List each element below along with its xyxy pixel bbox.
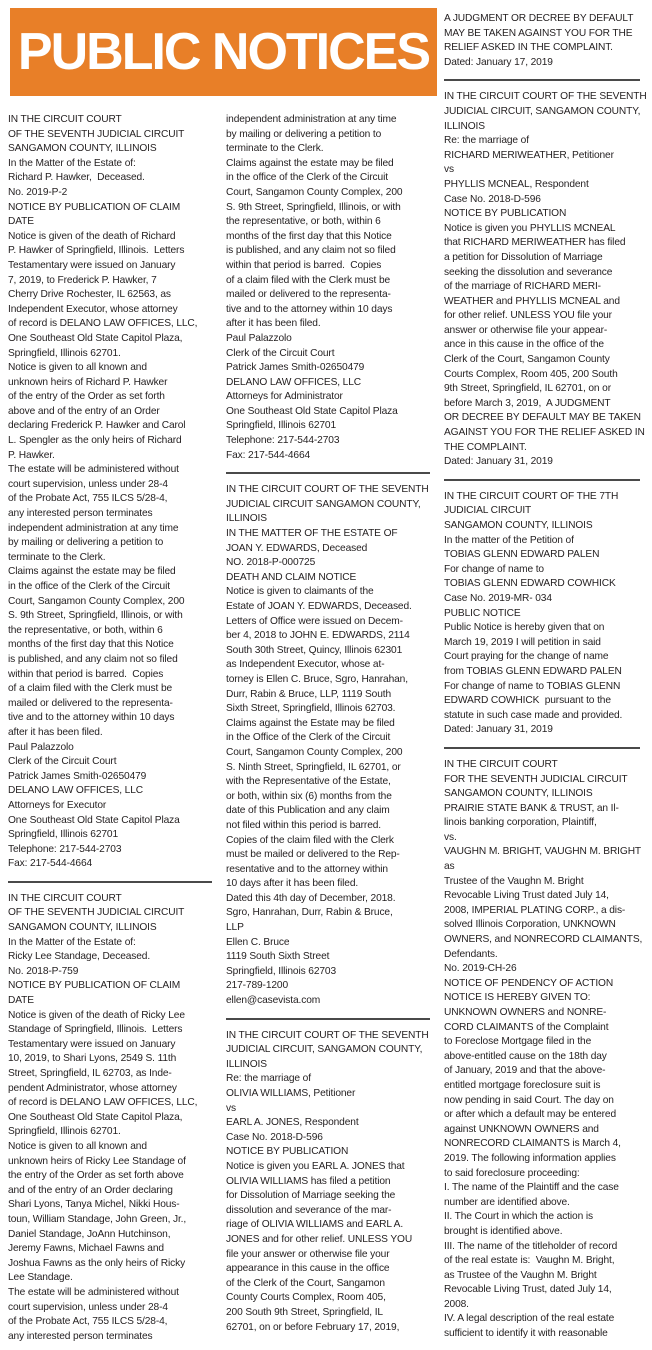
notice-line: THE COMPLAINT. — [444, 441, 527, 453]
notice-line: dissolution and severance of the mar- — [226, 1204, 392, 1216]
column-3 — [444, 12, 648, 1342]
notice-line: Notice is given to all known and — [8, 362, 147, 374]
notice-line: No. 2019-P-2 — [8, 186, 68, 198]
notice-line: months of the first day that this Notice — [226, 230, 392, 242]
notice-line: of a claim filed with the Clerk must be — [226, 274, 391, 286]
notice-line: resentative and to the attorney within — [226, 863, 388, 875]
notice-line: Street, Springfield, IL 62703, as Inde- — [8, 1068, 172, 1079]
notice-line: of record is DELANO LAW OFFICES, LLC, — [8, 1097, 198, 1109]
notice-line: is published, and any claim not so filed — [8, 653, 178, 665]
notice-line: IN THE CIRCUIT COURT — [444, 758, 558, 770]
notice-line: Springfield, Illinois 62703 — [226, 965, 337, 977]
notice-line: any interested person terminates — [8, 1330, 153, 1342]
notice-line: Fax: 217-544-4664 — [226, 449, 311, 461]
notice-line: before March 3, 2019, A JUDGMENT — [444, 397, 611, 409]
notice-line: Case No. 2019-MR- 034 — [444, 592, 552, 604]
notice-line: In the matter of the Petition of — [444, 534, 574, 546]
notice-line: Telephone: 217-544-2703 — [226, 435, 340, 447]
notice-block — [444, 90, 648, 469]
notice-line: from TOBIAS GLENN EDWARD PALEN — [444, 665, 622, 677]
notice-line: Standage of Springfield, Illinois. Letters — [8, 1024, 183, 1036]
notice-line: Courts Complex, Room 405, 200 South — [444, 368, 618, 380]
notice-line: One Southeast Old State Capitol Plaza — [226, 405, 398, 417]
notice-line: of the entry of the Order as set forth — [8, 391, 165, 403]
notice-line: Patrick James Smith-02650479 — [8, 770, 147, 782]
notice-line: independent administration at any time — [226, 114, 397, 125]
notice-line: to Foreclose Mortgage filed in the — [444, 1036, 592, 1048]
notice-line: OR DECREE BY DEFAULT MAY BE TAKEN — [444, 412, 641, 424]
notice-line: RELIEF ASKED IN THE COMPLAINT. — [444, 42, 613, 54]
notice-line: pendent Administrator, whose attorney — [8, 1082, 177, 1094]
notice-block — [8, 892, 220, 1344]
notice-line: NOTICE BY PUBLICATION — [226, 1146, 349, 1158]
notice-line: FOR THE SEVENTH JUDICIAL CIRCUIT — [444, 773, 628, 785]
notice-line: JUDICIAL CIRCUIT — [444, 505, 532, 517]
notice-divider — [226, 472, 430, 474]
notice-line: Paul Palazzolo — [226, 332, 292, 344]
notice-line: in the Office of the Clerk of the Circuit — [226, 732, 391, 744]
notice-line: 7, 2019, to Frederick P. Hawker, 7 — [8, 274, 157, 286]
notice-line: tive and to the attorney within 10 days — [8, 712, 175, 724]
notice-line: JUDICIAL CIRCUIT, SANGAMON COUNTY, — [444, 105, 641, 117]
notice-line: and of the entry of an Order declaring — [8, 1184, 173, 1196]
notice-line: In the Matter of the Estate of: — [8, 157, 136, 169]
notice-line: P. Hawker of Springfield, Illinois. Letters — [8, 245, 185, 257]
notice-line: EARL A. JONES, Respondent — [226, 1117, 359, 1129]
notice-line: vs — [226, 1102, 236, 1114]
notice-line: of the real estate is: Vaughn M. Bright, — [444, 1255, 615, 1267]
notice-line: Joshua Fawns as the only heirs of Ricky — [8, 1257, 186, 1269]
notice-line: or after which a default may be entered — [444, 1109, 617, 1121]
notice-line: SANGAMON COUNTY, ILLINOIS — [444, 788, 593, 800]
notice-line: ILLINOIS — [226, 1058, 267, 1070]
notice-line: Fax: 217-544-4664 — [8, 858, 93, 870]
notice-line: now pending in said Court. The day on — [444, 1094, 614, 1106]
notice-line: declaring Frederick P. Hawker and Carol — [8, 420, 186, 432]
notice-line: file your answer or otherwise file your — [226, 1248, 390, 1260]
notice-line: solved Illinois Corporation, UNKNOWN — [444, 919, 616, 931]
notice-line: Springfield, Illinois 62701. — [8, 347, 121, 359]
notice-line: Attorneys for Executor — [8, 799, 107, 811]
notice-line: OLIVIA WILLIAMS has filed a petition — [226, 1175, 391, 1187]
notice-line: NONRECORD CLAIMANTS is March 4, — [444, 1138, 621, 1150]
notice-line: NOTICE BY PUBLICATION — [444, 208, 567, 220]
notice-line: NOTICE OF PENDENCY OF ACTION — [444, 977, 614, 989]
notice-line: within that period is barred. Copies — [8, 668, 164, 680]
notice-line: by mailing or delivering a petition to — [226, 128, 382, 140]
notice-line: number are identified above. — [444, 1196, 570, 1208]
notice-line: Ricky Lee Standage, Deceased. — [8, 951, 151, 963]
notice-line: IN THE MATTER OF THE ESTATE OF — [226, 528, 398, 540]
notice-divider — [226, 1018, 430, 1020]
notice-block — [226, 483, 438, 1008]
notice-line: torney is Ellen C. Bruce, Sgro, Hanrahan, — [226, 673, 408, 685]
notice-line: Claims against the estate may be filed — [226, 157, 394, 169]
notice-line: L. Spengler as the only heirs of Richard — [8, 435, 182, 447]
notice-line: NOTICE BY PUBLICATION OF CLAIM — [8, 980, 181, 992]
notice-line: Attorneys for Administrator — [226, 391, 343, 403]
notice-line: of January, 2019 and that the above- — [444, 1065, 606, 1077]
notice-line: UNKNOWN OWNERS and NONRE- — [444, 1007, 607, 1018]
notice-line: The estate will be administered without — [8, 1286, 179, 1298]
notice-line: II. The Court in which the action is — [444, 1211, 593, 1223]
notice-line: RICHARD MERIWEATHER, Petitioner — [444, 149, 614, 161]
notice-line: with the Representative of the Estate, — [226, 776, 391, 788]
notice-divider — [8, 881, 212, 883]
notice-line: S. Ninth Street, Springfield, IL 62701, or — [226, 761, 401, 773]
notice-line: EDWARD COWHICK pursuant to the — [444, 695, 611, 707]
notice-line: appearance in this cause in the office — [226, 1263, 390, 1275]
notice-line: Case No. 2018-D-596 — [226, 1131, 323, 1143]
notice-line: MAY BE TAKEN AGAINST YOU FOR THE — [444, 27, 633, 39]
notice-line: Paul Palazzolo — [8, 741, 74, 753]
notice-line: Dated this 4th day of December, 2018. — [226, 892, 396, 904]
notice-line: of the Probate Act, 755 ILCS 5/28-4, — [8, 1316, 168, 1328]
notice-line: Patrick James Smith-02650479 — [226, 362, 365, 374]
notice-line: Daniel Standage, JoAnn Hutchinson, — [8, 1228, 171, 1240]
notice-line: ber 4, 2018 to JOHN E. EDWARDS, 2114 — [226, 630, 410, 642]
notice-line: SANGAMON COUNTY, ILLINOIS — [8, 143, 157, 155]
notice-line: to said foreclosure proceeding: — [444, 1167, 580, 1179]
notice-line: One Southeast Old State Capitol Plaza, — [8, 1111, 183, 1123]
notice-line: for Dissolution of Marriage seeking the — [226, 1190, 396, 1202]
column-2 — [226, 113, 438, 1335]
notice-line: IN THE CIRCUIT COURT OF THE SEVENTH — [226, 484, 429, 496]
notice-line: OF THE SEVENTH JUDICIAL CIRCUIT — [8, 907, 185, 919]
notice-line: Public Notice is hereby given that on — [444, 622, 605, 634]
notice-line: South 30th Street, Quincy, Illinois 62301 — [226, 644, 403, 656]
notice-line: DELANO LAW OFFICES, LLC — [226, 376, 361, 388]
notice-line: Independent Executor, whose attorney — [8, 303, 178, 315]
notice-line: a petition for Dissolution of Marriage — [444, 251, 603, 263]
notice-block — [444, 490, 648, 738]
notice-line: vs — [444, 164, 454, 176]
notice-line: Case No. 2018-D-596 — [444, 193, 541, 205]
notice-line: 2019. The following information applies — [444, 1152, 616, 1164]
notice-line: One Southeast Old State Capitol Plaza, — [8, 332, 183, 344]
notice-line: IN THE CIRCUIT COURT — [8, 114, 122, 125]
notice-line: For change of name to TOBIAS GLENN — [444, 680, 621, 692]
notice-line: vs. — [444, 831, 457, 843]
notice-line: brought is identified above. — [444, 1225, 563, 1237]
page-title: PUBLIC NOTICES — [17, 23, 430, 81]
notice-line: within that period is barred. Copies — [226, 259, 382, 271]
notice-line: NOTICE IS HEREBY GIVEN TO: — [444, 992, 591, 1004]
notice-line: Ellen C. Bruce — [226, 936, 290, 948]
notice-line: Springfield, Illinois 62701 — [8, 829, 119, 841]
notice-line: terminate to the Clerk. — [226, 143, 324, 155]
notice-line: Sixth Street, Springfield, Illinois 62703. — [226, 703, 396, 715]
notice-line: court supervision, unless under 28-4 — [8, 478, 168, 490]
notice-line: SANGAMON COUNTY, ILLINOIS — [444, 520, 593, 531]
notice-line: IN THE CIRCUIT COURT — [8, 892, 122, 904]
notice-line: 62701, on or before February 17, 2019, — [226, 1321, 400, 1333]
notice-line: P. Hawker. — [8, 449, 55, 461]
notice-line: as Independent Executor, whose at- — [226, 659, 385, 671]
notice-line: Copies of the claim filed with the Clerk — [226, 834, 394, 846]
notice-line: unknown heirs of Richard P. Hawker — [8, 376, 168, 388]
notice-line: of a claim filed with the Clerk must be — [8, 683, 173, 695]
notice-line: toun, William Standage, John Green, Jr., — [8, 1213, 187, 1225]
notice-line: VAUGHN M. BRIGHT, VAUGHN M. BRIGHT — [444, 846, 642, 858]
notice-line: 200 South 9th Street, Springfield, IL — [226, 1306, 383, 1318]
notice-line: Court, Sangamon County Complex, 200 — [8, 595, 185, 607]
notice-line: Jeremy Fawns, Michael Fawns and — [8, 1243, 164, 1255]
notice-line: Dated: January 31, 2019 — [444, 724, 553, 736]
notice-line: In the Matter of the Estate of: — [8, 936, 136, 948]
notice-line: DELANO LAW OFFICES, LLC — [8, 785, 143, 797]
notice-line: Notice is given of the death of Richard — [8, 230, 176, 242]
notice-line: must be mailed or delivered to the Rep- — [226, 849, 400, 861]
notice-line: WEATHER and PHYLLIS MCNEAL and — [444, 295, 620, 307]
notice-block — [226, 1029, 438, 1335]
notice-line: not filed within this period is barred. — [226, 819, 382, 831]
notice-line: of the marriage of RICHARD MERI- — [444, 281, 601, 293]
notice-line: One Southeast Old State Capitol Plaza — [8, 814, 180, 826]
public-notices-banner — [10, 8, 437, 96]
notice-line: after it has been filed. — [226, 318, 321, 330]
notice-line: independent administration at any time — [8, 522, 179, 534]
notice-line: For change of name to — [444, 563, 544, 575]
notice-line: 2008. — [444, 1298, 469, 1310]
notice-line: IN THE CIRCUIT COURT OF THE SEVENTH — [226, 1029, 429, 1041]
notice-line: DATE — [8, 216, 34, 228]
notice-line: LLP — [226, 922, 244, 934]
notice-block — [8, 113, 220, 872]
notice-line: tive and to the attorney within 10 days — [226, 303, 393, 315]
notice-line: terminate to the Clerk. — [8, 551, 106, 563]
notice-line: of the Probate Act, 755 ILCS 5/28-4, — [8, 493, 168, 505]
notice-line: ellen@casevista.com — [226, 995, 321, 1007]
notice-line: months of the first day that this Notice — [8, 639, 174, 651]
notice-line: PRAIRIE STATE BANK & TRUST, an Il- — [444, 802, 619, 814]
notice-line: NO. 2018-P-000725 — [226, 557, 316, 569]
notice-line: riage of OLIVIA WILLIAMS and EARL A. — [226, 1219, 404, 1231]
notice-line: ance in this cause in the office of the — [444, 339, 604, 351]
notice-line: S. 9th Street, Springfield, Illinois, or with — [226, 201, 401, 213]
notice-line: above-entitled cause on the 18th day — [444, 1050, 607, 1062]
notice-line: in the office of the Clerk of the Circuit — [8, 581, 170, 592]
notice-line: Estate of JOAN Y. EDWARDS, Deceased. — [226, 601, 412, 612]
notice-line: S. 9th Street, Springfield, Illinois, or with — [8, 610, 183, 622]
notice-line: March 19, 2019 I will petition in said — [444, 636, 601, 648]
notice-line: statute in such case made and provided. — [444, 709, 623, 721]
notice-line: Notice is given you PHYLLIS MCNEAL — [444, 222, 616, 234]
notice-line: Claims against the estate may be filed — [8, 566, 176, 578]
notice-line: Clerk of the Court, Sangamon County — [444, 354, 610, 366]
notice-line: Notice is given of the death of Ricky Lee — [8, 1009, 185, 1021]
notice-line: IN THE CIRCUIT COURT OF THE 7TH — [444, 490, 619, 502]
notice-line: JOAN Y. EDWARDS, Deceased — [226, 542, 368, 554]
notice-line: Re: the marriage of — [226, 1073, 311, 1085]
notice-line: Telephone: 217-544-2703 — [8, 843, 122, 855]
notice-line: Court, Sangamon County Complex, 200 — [226, 746, 403, 758]
notice-line: the entry of the Order as set forth above — [8, 1170, 184, 1182]
notice-line: No. 2018-P-759 — [8, 965, 79, 977]
notice-line: of record is DELANO LAW OFFICES, LLC, — [8, 318, 198, 330]
notice-line: for other relief. UNLESS YOU file your — [444, 310, 612, 322]
notice-line: Cherry Drive Rochester, IL 62563, as — [8, 289, 171, 301]
notice-line: unknown heirs of Ricky Lee Standage of — [8, 1155, 186, 1167]
notice-line: I. The name of the Plaintiff and the case — [444, 1182, 619, 1194]
notice-line: Notice is given you EARL A. JONES that — [226, 1160, 405, 1172]
notice-line: CORD CLAIMANTS of the Complaint — [444, 1021, 609, 1033]
notice-line: Springfield, Illinois 62701. — [8, 1126, 121, 1138]
notice-line: County Courts Complex, Room 405, — [226, 1292, 386, 1304]
notice-line: JUDICIAL CIRCUIT SANGAMON COUNTY, — [226, 498, 421, 510]
notice-line: as Trustee of the Vaughn M. Bright — [444, 1269, 597, 1281]
notice-line: Revocable Living Trust, dated July 14, — [444, 1284, 612, 1296]
notice-block — [444, 12, 648, 70]
notice-line: Testamentary were issued on January — [8, 259, 176, 271]
notice-line: OF THE SEVENTH JUDICIAL CIRCUIT — [8, 128, 185, 140]
notice-line: Richard P. Hawker, Deceased. — [8, 172, 145, 184]
notice-line: TOBIAS GLENN EDWARD COWHICK — [444, 578, 616, 590]
notice-line: answer or otherwise file your appear- — [444, 324, 608, 336]
notice-line: JUDICIAL CIRCUIT, SANGAMON COUNTY, — [226, 1044, 423, 1056]
notice-line: A JUDGMENT OR DECREE BY DEFAULT — [444, 13, 634, 24]
notice-line: 2008, IMPERIAL PLATING CORP., a dis- — [444, 904, 626, 916]
notice-line: Testamentary were issued on January — [8, 1038, 176, 1050]
notice-line: SANGAMON COUNTY, ILLINOIS — [8, 922, 157, 934]
notice-line: entitled mortgage foreclosure suit is — [444, 1079, 601, 1091]
notice-block — [226, 113, 438, 463]
notice-line: Lee Standage. — [8, 1272, 73, 1284]
notice-line: IN THE CIRCUIT COURT OF THE SEVENTH — [444, 91, 647, 103]
notice-line: PUBLIC NOTICE — [444, 607, 521, 619]
notice-line: Dated: January 17, 2019 — [444, 56, 553, 68]
notice-line: DEATH AND CLAIM NOTICE — [226, 571, 357, 583]
notice-line: 10 days after it has been filed. — [226, 878, 359, 890]
notice-line: Court praying for the change of name — [444, 651, 609, 663]
notice-line: any interested person terminates — [8, 508, 153, 520]
notice-line: OLIVIA WILLIAMS, Petitioner — [226, 1088, 356, 1099]
notice-line: in the office of the Clerk of the Circuit — [226, 172, 388, 184]
notice-line: Springfield, Illinois 62701 — [226, 420, 337, 432]
notice-line: III. The name of the titleholder of record — [444, 1240, 618, 1252]
notice-line: is published, and any claim not so filed — [226, 245, 396, 257]
notice-line: JONES and for other relief. UNLESS YOU — [226, 1233, 413, 1245]
notice-line: ILLINOIS — [226, 513, 267, 525]
notice-line: after it has been filed. — [8, 726, 103, 738]
notice-line: TOBIAS GLENN EDWARD PALEN — [444, 549, 600, 561]
notice-line: DATE — [8, 995, 34, 1007]
notice-line: PHYLLIS MCNEAL, Respondent — [444, 178, 589, 190]
notice-line: Clerk of the Circuit Court — [226, 347, 335, 359]
notice-line: IV. A legal description of the real estate — [444, 1313, 615, 1325]
notice-divider — [444, 747, 640, 749]
notice-line: The estate will be administered without — [8, 464, 179, 476]
notice-line: Sgro, Hanrahan, Durr, Rabin & Bruce, — [226, 907, 393, 919]
notice-line: sufficient to identify it with reasonable — [444, 1328, 608, 1340]
notice-line: seeking the dissolution and severance — [444, 266, 613, 278]
notice-divider — [444, 79, 640, 81]
notice-line: Shari Lyons, Tanya Michel, Nikki Hous- — [8, 1199, 180, 1211]
notice-line: of the Clerk of the Court, Sangamon — [226, 1277, 385, 1289]
notice-line: 9th Street, Springfield, IL 62701, on or — [444, 383, 611, 395]
notice-divider — [444, 479, 640, 481]
notice-line: court supervision, unless under 28-4 — [8, 1301, 168, 1313]
notice-line: Court, Sangamon County Complex, 200 — [226, 186, 403, 198]
column-1 — [8, 113, 220, 1344]
notice-line: Notice is given to all known and — [8, 1140, 147, 1152]
notice-line: the representative, or both, within 6 — [226, 216, 381, 228]
notice-line: Trustee of the Vaughn M. Bright — [444, 875, 584, 887]
notice-line: 217-789-1200 — [226, 980, 289, 992]
notice-line: by mailing or delivering a petition to — [8, 537, 164, 549]
notice-line: linois banking corporation, Plaintiff, — [444, 817, 597, 829]
notice-line: NOTICE BY PUBLICATION OF CLAIM — [8, 201, 181, 213]
notice-line: 1119 South Sixth Street — [226, 951, 330, 963]
notice-line: Claims against the Estate may be filed — [226, 717, 395, 729]
notice-line: Letters of Office were issued on Decem- — [226, 615, 403, 627]
notice-line: above and of the entry of an Order — [8, 405, 160, 417]
notice-line: Notice is given to claimants of the — [226, 586, 374, 598]
notice-line: the representative, or both, within 6 — [8, 624, 163, 636]
notice-line: Clerk of the Circuit Court — [8, 756, 117, 768]
notice-line: Re: the marriage of — [444, 135, 529, 147]
notice-line: No. 2019-CH-26 — [444, 963, 517, 975]
notice-line: Revocable Living Trust dated July 14, — [444, 890, 609, 902]
notice-line: Durr, Rabin & Bruce, LLP, 1119 South — [226, 688, 392, 700]
notice-line: as — [444, 861, 455, 873]
notice-line: mailed or delivered to the representa- — [8, 697, 173, 709]
notice-line: ILLINOIS — [444, 120, 485, 132]
notice-line: 10, 2019, to Shari Lyons, 2549 S. 11th — [8, 1053, 177, 1065]
notice-line: date of this Publication and any claim — [226, 805, 390, 817]
notice-line: mailed or delivered to the representa- — [226, 289, 391, 301]
notice-line: or both, within six (6) months from the — [226, 790, 392, 802]
notice-line: AGAINST YOU FOR THE RELIEF ASKED IN — [444, 427, 645, 439]
notice-line: against UNKNOWN OWNERS and — [444, 1123, 599, 1135]
notice-line: that RICHARD MERIWEATHER has filed — [444, 237, 626, 249]
notice-line: OWNERS, and NONRECORD CLAIMANTS, — [444, 934, 643, 946]
notice-line: Dated: January 31, 2019 — [444, 456, 553, 468]
notice-block — [444, 758, 648, 1342]
notice-line: Defendants. — [444, 948, 498, 960]
